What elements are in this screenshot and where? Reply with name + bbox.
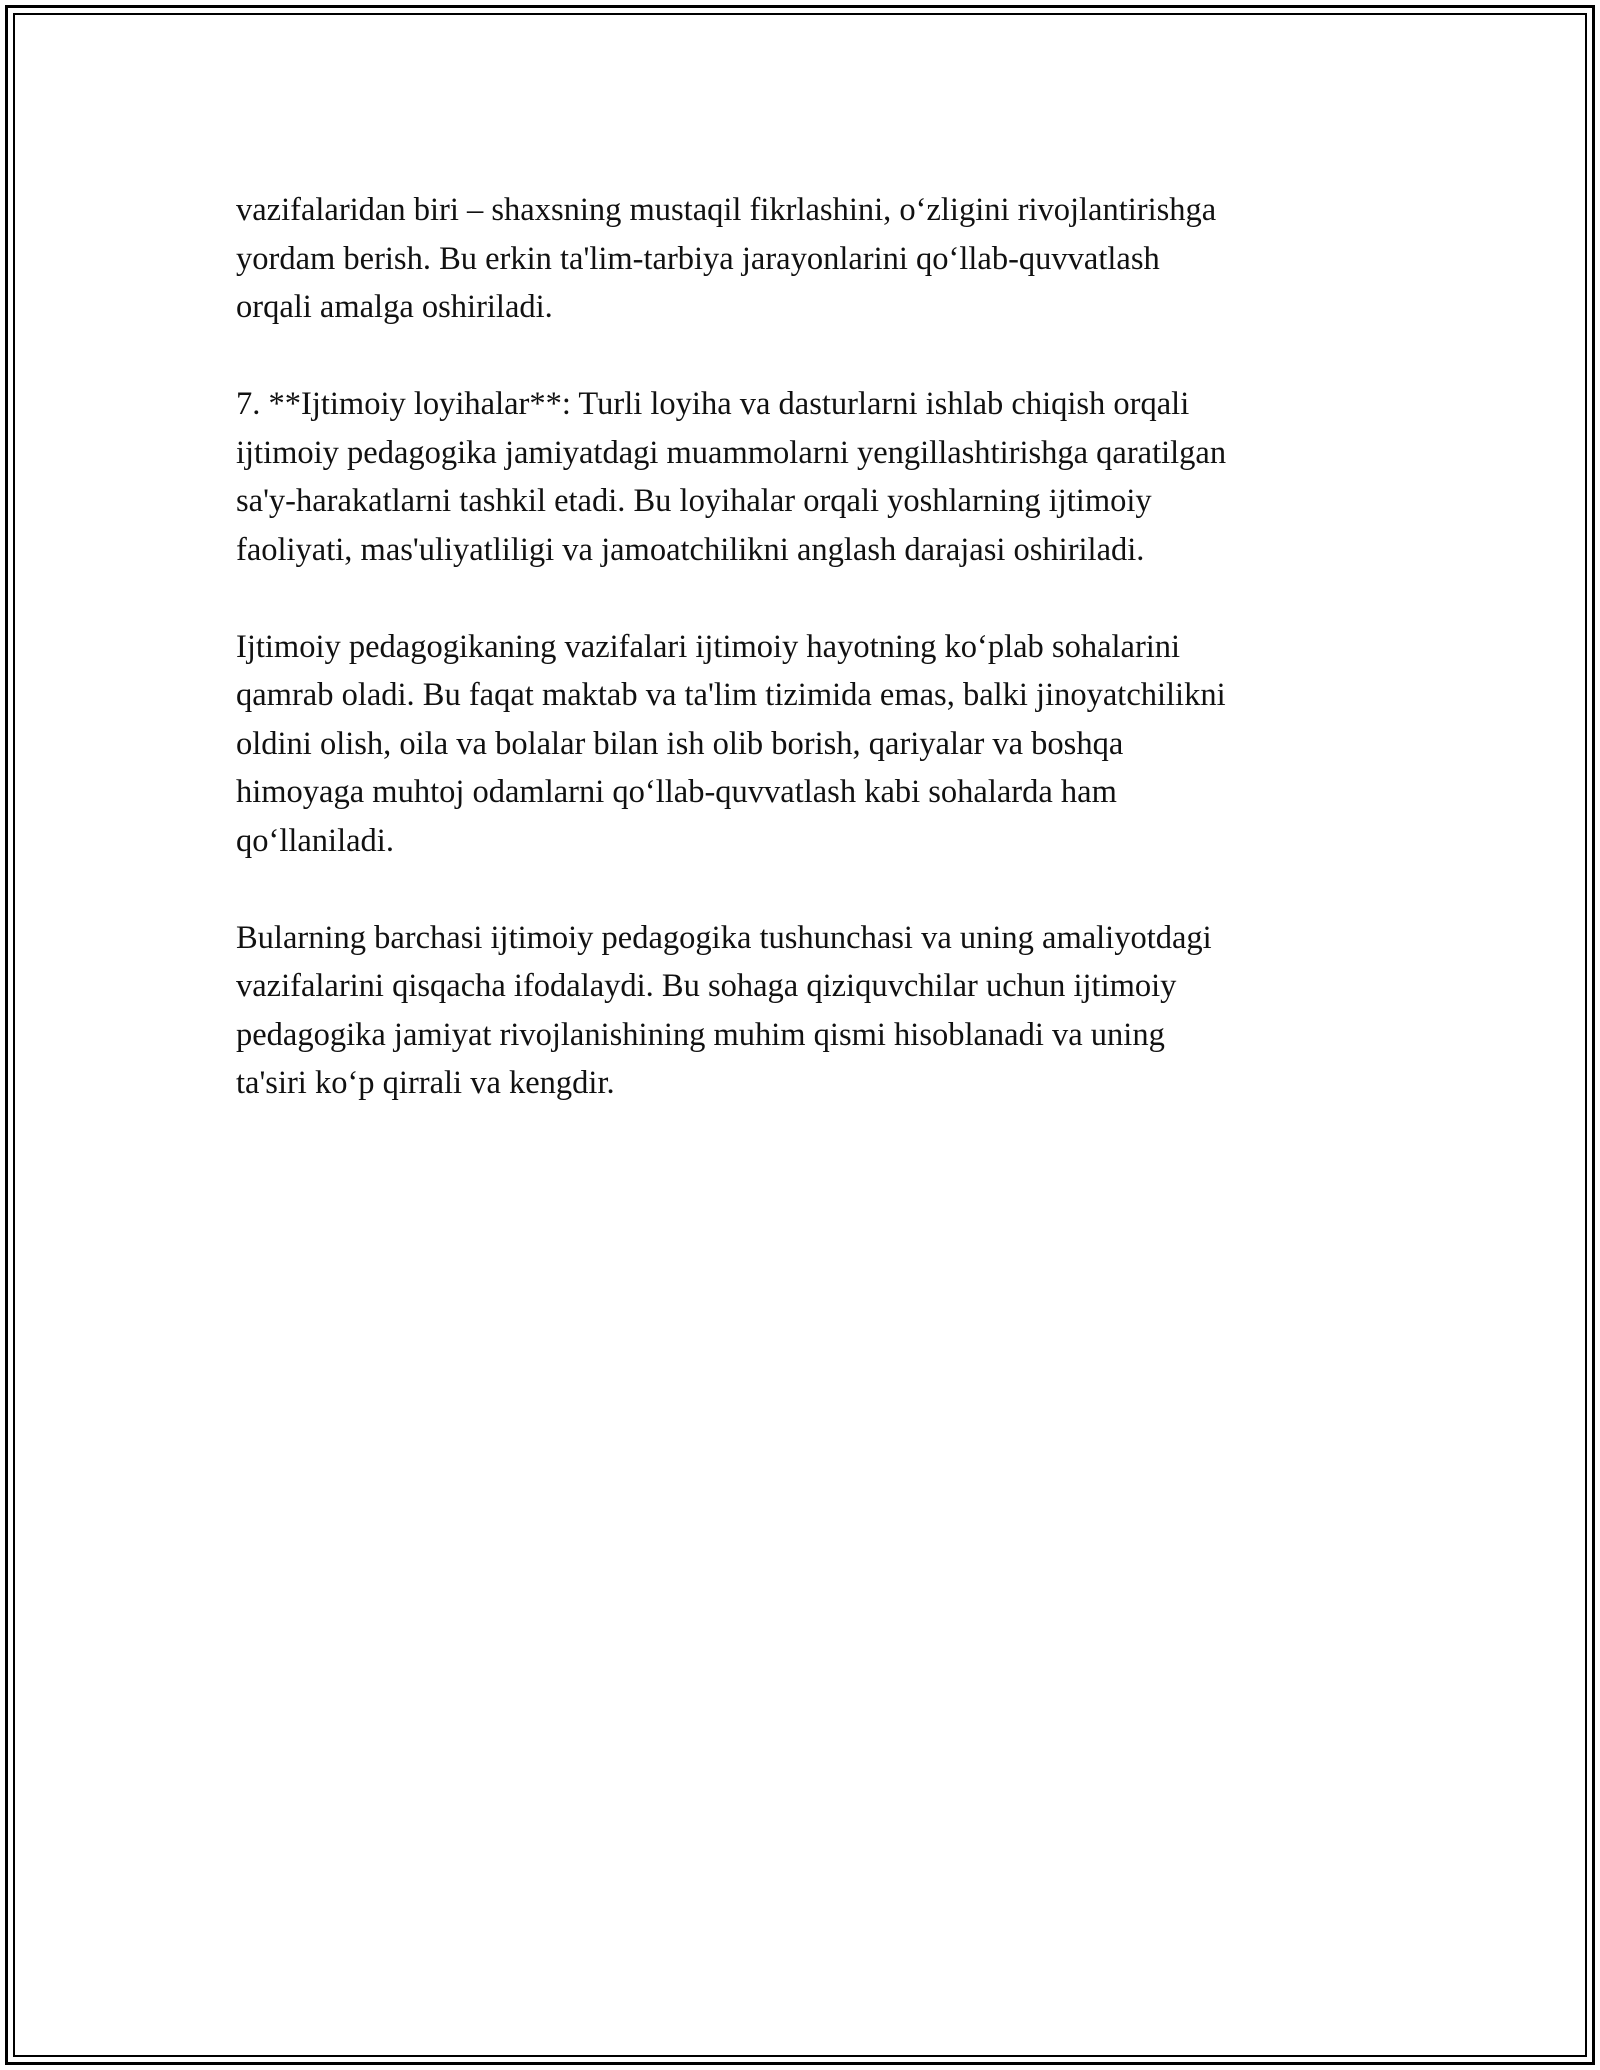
text-line: Ijtimoiy pedagogikaning vazifalari ijtimoiy hayotning ko‘plab sohalarini [236, 628, 1181, 665]
paragraph-scope [236, 623, 1376, 866]
text-line: qamrab oladi. Bu faqat maktab va ta'lim tizimida emas, balki jinoyatchilikni [236, 677, 1226, 713]
text-line: 7. **Ijtimoiy loyihalar**: Turli loyiha va dasturlarni ishlab chiqish orqali [236, 386, 1190, 422]
text-line: yordam berish. Bu erkin ta'lim-tarbiya jarayonlarini qo‘llab-quvvatlash [236, 240, 1160, 277]
text-line: qo‘llaniladi. [236, 822, 394, 859]
paragraph-conclusion [236, 914, 1376, 1108]
text-line: vazifalarini qisqacha ifodalaydi. Bu sohaga qiziquvchilar uchun ijtimoiy [236, 968, 1177, 1004]
text-line: himoyaga muhtoj odamlarni qo‘llab-quvvatlash kabi sohalarda ham [236, 774, 1117, 810]
document-body [236, 186, 1376, 1156]
text-line: orqali amalga oshiriladi. [236, 289, 553, 325]
text-line: oldini olish, oila va bolalar bilan ish olib borish, qariyalar va boshqa [236, 725, 1124, 762]
text-line: sa'y-harakatlarni tashkil etadi. Bu loyihalar orqali yoshlarning ijtimoiy [236, 483, 1152, 519]
text-line: ta'siri ko‘p qirrali va kengdir. [236, 1065, 615, 1101]
paragraph-continuation [236, 186, 1376, 332]
text-line: ijtimoiy pedagogika jamiyatdagi muammolarni yengillashtirishga qaratilgan [236, 434, 1227, 471]
text-line: vazifalaridan biri – shaxsning mustaqil fikrlashini, o‘zligini rivojlantirishga [236, 192, 1217, 228]
paragraph-social-projects [236, 380, 1376, 574]
text-line: pedagogika jamiyat rivojlanishining muhim qismi hisoblanadi va uning [236, 1016, 1165, 1053]
text-line: faoliyati, mas'uliyatliligi va jamoatchilikni anglash darajasi oshiriladi. [236, 531, 1145, 568]
text-line: Bularning barchasi ijtimoiy pedagogika tushunchasi va uning amaliyotdagi [236, 919, 1212, 956]
